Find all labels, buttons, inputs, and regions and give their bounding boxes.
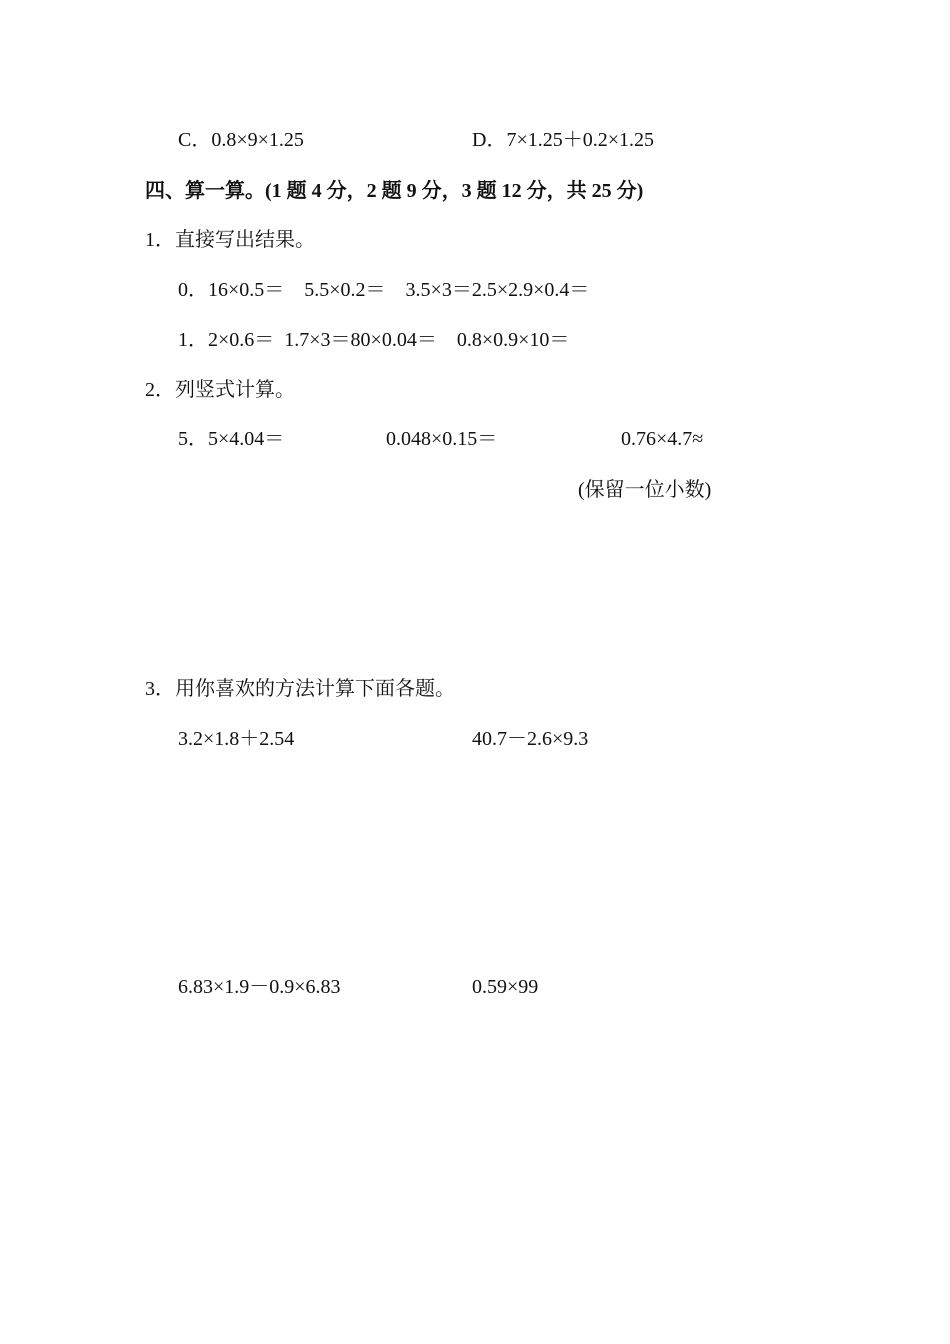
question-2-item-a: 5．5×4.04＝ <box>178 428 285 450</box>
option-d: D．7×1.25＋0.2×1.25 <box>472 129 655 151</box>
option-c: C．0.8×9×1.25 <box>178 129 304 151</box>
question-1-row-2: 1．2×0.6＝ 1.7×3＝80×0.04＝ 0.8×0.9×10＝ <box>178 329 570 351</box>
question-2-label: 2．列竖式计算。 <box>145 379 295 401</box>
question-3-item-a: 3.2×1.8＋2.54 <box>178 728 295 750</box>
question-3-item-c: 6.83×1.9－0.9×6.83 <box>178 976 341 998</box>
question-2-rounding-note: (保留一位小数) <box>578 479 712 501</box>
question-1-label: 1．直接写出结果。 <box>145 229 315 251</box>
question-1-row-1: 0．16×0.5＝ 5.5×0.2＝ 3.5×3＝2.5×2.9×0.4＝ <box>178 279 590 301</box>
question-2-item-b: 0.048×0.15＝ <box>386 428 498 450</box>
question-3-item-b: 40.7－2.6×9.3 <box>472 728 589 750</box>
question-3-label: 3．用你喜欢的方法计算下面各题。 <box>145 678 455 700</box>
question-3-item-d: 0.59×99 <box>472 976 539 998</box>
question-2-item-c: 0.76×4.7≈ <box>621 428 704 450</box>
section-heading: 四、算一算。(1 题 4 分，2 题 9 分，3 题 12 分，共 25 分) <box>145 180 644 202</box>
